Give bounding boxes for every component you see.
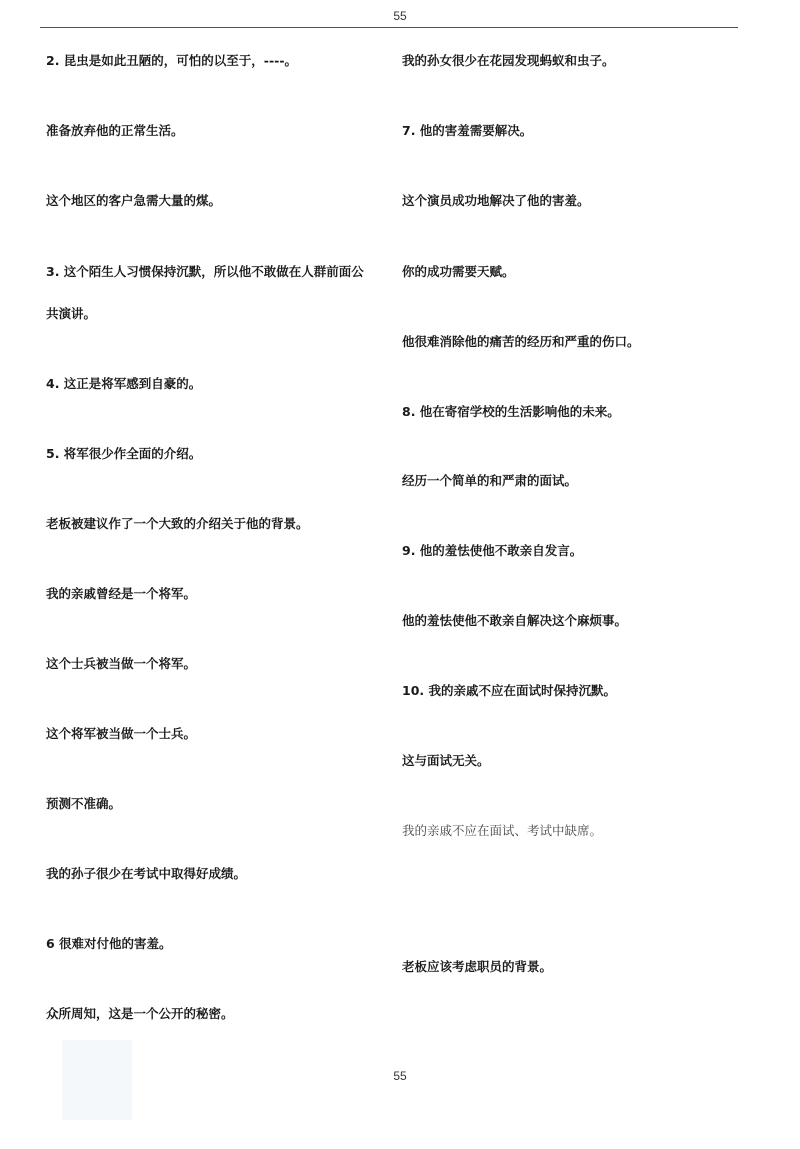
right-line-7: 经历一个简单的和严肃的面试。 [402, 473, 578, 488]
right-line-10: 10. 我的亲戚不应在面试时保持沉默。 [402, 683, 616, 698]
left-line-8: 老板被建议作了一个大致的介绍关于他的背景。 [46, 516, 309, 531]
right-line-6: 8. 他在寄宿学校的生活影响他的未来。 [402, 404, 620, 419]
left-line-10: 这个士兵被当做一个将军。 [46, 656, 197, 671]
header-rule [40, 27, 738, 28]
left-line-11: 这个将军被当做一个士兵。 [46, 726, 197, 741]
right-line-11: 这与面试无关。 [402, 753, 490, 768]
right-line-12: 我的亲戚不应在面试、考试中缺席。 [402, 823, 603, 838]
left-line-5: 共演讲。 [46, 306, 97, 321]
left-line-3: 这个地区的客户急需大量的煤。 [46, 193, 222, 208]
left-line-2: 准备放弃他的正常生活。 [46, 123, 184, 138]
left-line-12: 预测不准确。 [46, 796, 122, 811]
right-line-1: 我的孙女很少在花园发现蚂蚁和虫子。 [402, 53, 615, 68]
right-line-8: 9. 他的羞怯使他不敢亲自发言。 [402, 543, 583, 558]
left-line-7: 5. 将军很少作全面的介绍。 [46, 446, 202, 461]
left-line-14: 6 很难对付他的害羞。 [46, 936, 172, 951]
right-line-4: 你的成功需要天赋。 [402, 264, 515, 279]
right-line-3: 这个演员成功地解决了他的害羞。 [402, 193, 590, 208]
footer-page-number: 55 [393, 1069, 407, 1083]
right-line-13: 老板应该考虑职员的背景。 [402, 959, 553, 974]
right-line-9: 他的羞怯使他不敢亲自解决这个麻烦事。 [402, 613, 628, 628]
left-line-6: 4. 这正是将军感到自豪的。 [46, 376, 202, 391]
left-line-4: 3. 这个陌生人习惯保持沉默，所以他不敢做在人群前面公 [46, 264, 364, 279]
left-line-1: 2. 昆虫是如此丑陋的，可怕的以至于，----。 [46, 53, 298, 68]
left-line-13: 我的孙子很少在考试中取得好成绩。 [46, 866, 247, 881]
right-line-5: 他很难消除他的痛苦的经历和严重的伤口。 [402, 334, 640, 349]
header-page-number: 55 [393, 9, 407, 23]
right-line-2: 7. 他的害羞需要解决。 [402, 123, 533, 138]
left-line-15: 众所周知，这是一个公开的秘密。 [46, 1006, 234, 1021]
left-line-9: 我的亲戚曾经是一个将军。 [46, 586, 197, 601]
